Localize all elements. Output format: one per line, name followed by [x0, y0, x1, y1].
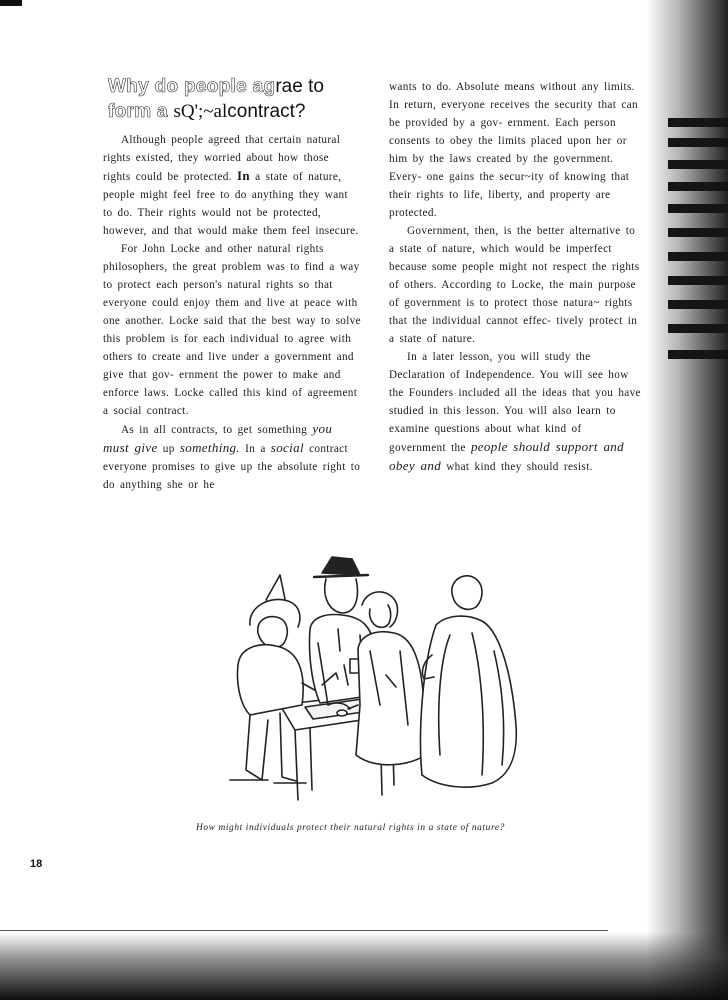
left-paragraph-1: Although people agreed that certain natural rights existed, they worried about how those rights could be protected. In a state of nature, people might feel free to do anything they want to do. Their rights would not be protected, however, and that would make them feel insecure. [103, 134, 359, 237]
heading-part-5: contract? [227, 101, 306, 122]
heading-part-3: form a [108, 101, 174, 122]
right-paragraph-1: wants to do. Absolute means without any limits. In return, everyone receives the security that can be provided by a gov- ernment. Each person consents to obey the limits placed upon her or him by the laws created by the government. Every- one gains the secur~ity of knowing that their rights to life, liberty, and property are protected. [389, 81, 638, 219]
heading-part-4: sQ';~al [173, 101, 228, 122]
left-paragraph-3: As in all contracts, to get something you must give up something. In a social contract everyone promises to give up the absolute right to do anything she or he [103, 421, 361, 491]
illustration-caption: How might individuals protect their natural rights in a state of nature? [196, 823, 505, 833]
left-paragraph-2: For John Locke and other natural rights philosophers, the great problem was to find a way to protect each person's natural rights so that everyone could enjoy them and live at peace with one another. Locke said that the best way to solve this problem is for each individual to agree with others to create and live under a government and give that gov- ernment the power to make and enforce laws. Locke called this kind of agreement a social contract. [103, 243, 361, 417]
scan-corner-mark [0, 0, 22, 6]
right-column [389, 78, 641, 476]
scan-shadow-bottom [0, 932, 728, 1000]
heading-part-1: Why do people ag [108, 76, 276, 97]
colonists-signing-illustration [210, 555, 530, 825]
left-column [103, 131, 361, 494]
right-paragraph-2: Government, then, is the better alternative to a state of nature, which would be imperfect because some people might not respect the rights of others. According to Locke, the main purpose of government is to protect those natura~ rights that the individual cannot effec- tively protect in a state of nature. [389, 225, 640, 345]
scan-edge-line [0, 930, 608, 931]
right-paragraph-3: In a later lesson, you will study the Declaration of Independence. You will see how the Founders included all the ideas that you have studied in this lesson. You will also learn to examine questions about what kind of government the people should support and obey and what kind they should resist. [389, 351, 641, 473]
section-heading [108, 74, 378, 124]
heading-part-2: rae to [275, 76, 324, 97]
scan-shadow-right [646, 0, 728, 1000]
page-number: 18 [30, 858, 43, 870]
